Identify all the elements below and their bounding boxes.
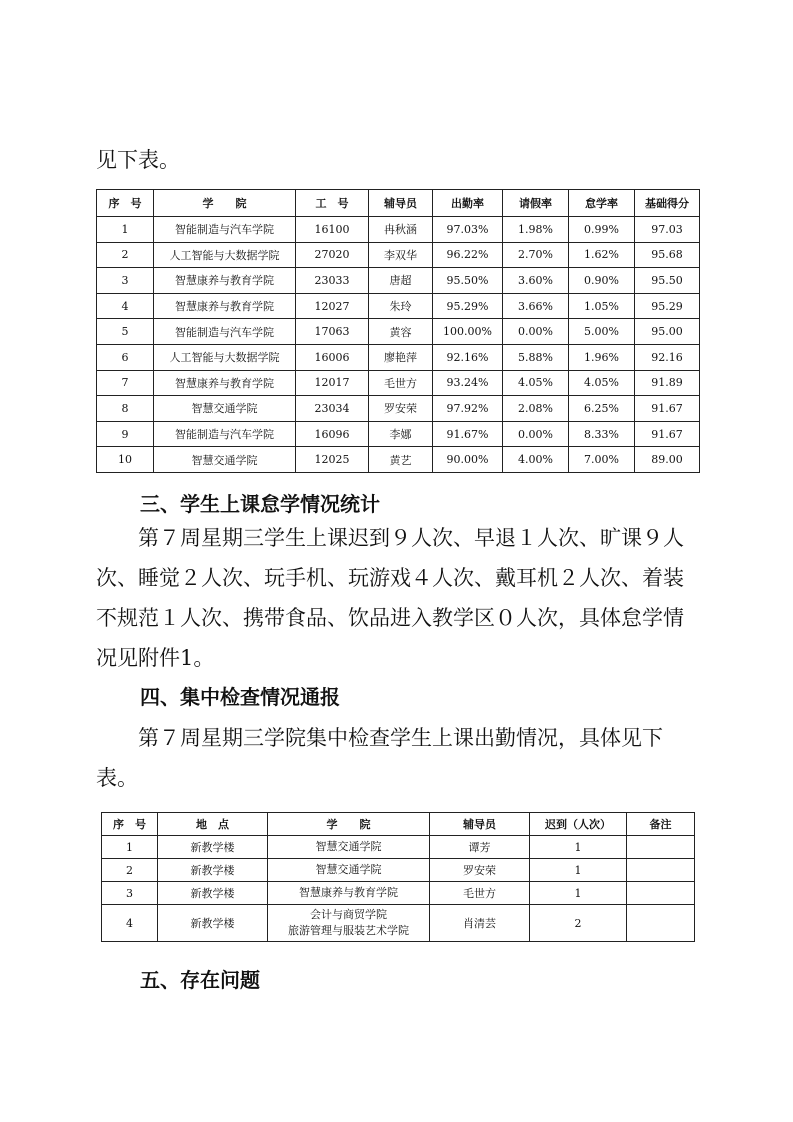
row-number-cell: 2 [102,859,158,882]
table-cell: 0.00% [503,319,569,345]
table-cell: 100.00% [433,319,503,345]
table-cell: 1 [97,217,154,243]
table-cell: 90.00% [433,447,503,473]
table-cell: 8.33% [569,421,635,447]
table-cell: 95.50 [635,268,700,294]
column-header: 备注 [627,813,695,836]
table-cell: 16006 [296,344,369,370]
table-cell: 93.24% [433,370,503,396]
table-row [97,319,700,345]
table-row [97,293,700,319]
late-count-cell: 2 [530,905,627,942]
table-cell: 智慧康养与教育学院 [154,293,296,319]
table-cell: 95.50% [433,268,503,294]
counselor-cell: 谭芳 [430,836,530,859]
table-cell: 96.22% [433,242,503,268]
column-header: 请假率 [503,190,569,217]
table-cell: 1.62% [569,242,635,268]
table-cell: 朱玲 [369,293,433,319]
table-cell: 7 [97,370,154,396]
table-row [102,836,695,859]
table-cell: 5 [97,319,154,345]
table-cell: 7.00% [569,447,635,473]
table-cell: 95.29 [635,293,700,319]
table-row [97,370,700,396]
table-row [97,268,700,294]
table-cell: 12027 [296,293,369,319]
table-row [102,882,695,905]
column-header: 基础得分 [635,190,700,217]
table-row [97,421,700,447]
table-cell: 黄艺 [369,447,433,473]
column-header: 学 院 [268,813,430,836]
row-number-cell: 1 [102,836,158,859]
table-cell: 92.16 [635,344,700,370]
table-cell: 1.98% [503,217,569,243]
table-cell: 廖艳萍 [369,344,433,370]
row-number-cell: 3 [102,882,158,905]
table-cell: 李双华 [369,242,433,268]
table-cell: 3.60% [503,268,569,294]
table-cell: 91.67 [635,421,700,447]
counselor-cell: 肖清芸 [430,905,530,942]
column-header: 辅导员 [430,813,530,836]
column-header: 迟到（人次） [530,813,627,836]
note-cell [627,882,695,905]
table-row [102,905,695,942]
column-header: 地 点 [158,813,268,836]
table-cell: 95.68 [635,242,700,268]
table-cell: 4.05% [569,370,635,396]
intro-text: 见下表。 [96,148,180,172]
table-cell: 智慧交通学院 [154,447,296,473]
college-cell [268,859,430,882]
table-cell: 6.25% [569,396,635,422]
table-cell: 97.92% [433,396,503,422]
table-cell: 罗安荣 [369,396,433,422]
table-cell: 智能制造与汽车学院 [154,217,296,243]
table-cell: 97.03 [635,217,700,243]
table-cell: 黄容 [369,319,433,345]
table-row [97,217,700,243]
counselor-score-table [96,189,700,473]
table-cell: 5.88% [503,344,569,370]
table-cell: 4.00% [503,447,569,473]
table-row [102,859,695,882]
table-cell: 27020 [296,242,369,268]
place-cell: 新教学楼 [158,836,268,859]
table-cell: 冉秋涵 [369,217,433,243]
note-cell [627,905,695,942]
table-cell: 92.16% [433,344,503,370]
table-cell: 0.00% [503,421,569,447]
table-cell: 4.05% [503,370,569,396]
section-4-paragraph: 第７周星期三学院集中检查学生上课出勤情况，具体见下表。 [96,726,663,790]
table-cell: 智能制造与汽车学院 [154,319,296,345]
table-row [97,396,700,422]
table-cell: 人工智能与大数据学院 [154,242,296,268]
note-cell [627,859,695,882]
counselor-cell: 罗安荣 [430,859,530,882]
college-name: 旅游管理与服装艺术学院 [288,924,409,937]
table-cell: 10 [97,447,154,473]
college-cell [268,836,430,859]
column-header: 工 号 [296,190,369,217]
college-name: 智慧交通学院 [315,840,382,853]
table-cell: 0.99% [569,217,635,243]
college-name: 智慧康养与教育学院 [299,886,398,899]
table-cell: 16096 [296,421,369,447]
table-cell: 16100 [296,217,369,243]
table-cell: 91.89 [635,370,700,396]
table-cell: 智能制造与汽车学院 [154,421,296,447]
section-3-paragraph: 第７周星期三学生上课迟到９人次、早退１人次、旷课９人次、睡觉２人次、玩手机、玩游戏４人次、戴耳机２人次、着装不规范１人次、携带食品、饮品进入教学区０人次，具体怠学情况见附件1。 [96,526,684,670]
table-cell: 人工智能与大数据学院 [154,344,296,370]
table-row [97,242,700,268]
table-cell: 2.08% [503,396,569,422]
late-count-cell: 1 [530,859,627,882]
table-cell: 9 [97,421,154,447]
college-name: 智慧交通学院 [315,863,382,876]
table-cell: 91.67% [433,421,503,447]
inspection-table [101,812,695,942]
table-cell: 3 [97,268,154,294]
column-header: 序 号 [97,190,154,217]
place-cell: 新教学楼 [158,859,268,882]
table-cell: 李娜 [369,421,433,447]
section-heading-4: 四、集中检查情况通报 [140,685,340,709]
table-cell: 6 [97,344,154,370]
column-header: 出勤率 [433,190,503,217]
table-cell: 97.03% [433,217,503,243]
row-number-cell: 4 [102,905,158,942]
column-header: 辅导员 [369,190,433,217]
table-cell: 95.00 [635,319,700,345]
table-cell: 0.90% [569,268,635,294]
table-cell: 12017 [296,370,369,396]
college-name: 会计与商贸学院 [310,908,387,921]
table-header-row [102,813,695,836]
college-cell [268,882,430,905]
college-cell [268,905,430,942]
section-heading-3: 三、学生上课怠学情况统计 [140,492,380,516]
place-cell: 新教学楼 [158,882,268,905]
section-heading-5: 五、存在问题 [140,968,260,992]
table-cell: 智慧交通学院 [154,396,296,422]
table-cell: 89.00 [635,447,700,473]
table-cell: 唐超 [369,268,433,294]
table-cell: 95.29% [433,293,503,319]
late-count-cell: 1 [530,882,627,905]
table-header-row [97,190,700,217]
table-cell: 5.00% [569,319,635,345]
table-cell: 12025 [296,447,369,473]
table-cell: 4 [97,293,154,319]
late-count-cell: 1 [530,836,627,859]
counselor-cell: 毛世方 [430,882,530,905]
table-cell: 91.67 [635,396,700,422]
table-cell: 智慧康养与教育学院 [154,370,296,396]
table-cell: 智慧康养与教育学院 [154,268,296,294]
column-header: 序 号 [102,813,158,836]
table-row [97,447,700,473]
table-cell: 8 [97,396,154,422]
table-cell: 2 [97,242,154,268]
table-cell: 毛世方 [369,370,433,396]
note-cell [627,836,695,859]
place-cell: 新教学楼 [158,905,268,942]
table-cell: 23034 [296,396,369,422]
table-cell: 3.66% [503,293,569,319]
table-row [97,344,700,370]
table-cell: 1.96% [569,344,635,370]
column-header: 怠学率 [569,190,635,217]
table-cell: 2.70% [503,242,569,268]
table-cell: 23033 [296,268,369,294]
table-cell: 1.05% [569,293,635,319]
column-header: 学 院 [154,190,296,217]
table-cell: 17063 [296,319,369,345]
